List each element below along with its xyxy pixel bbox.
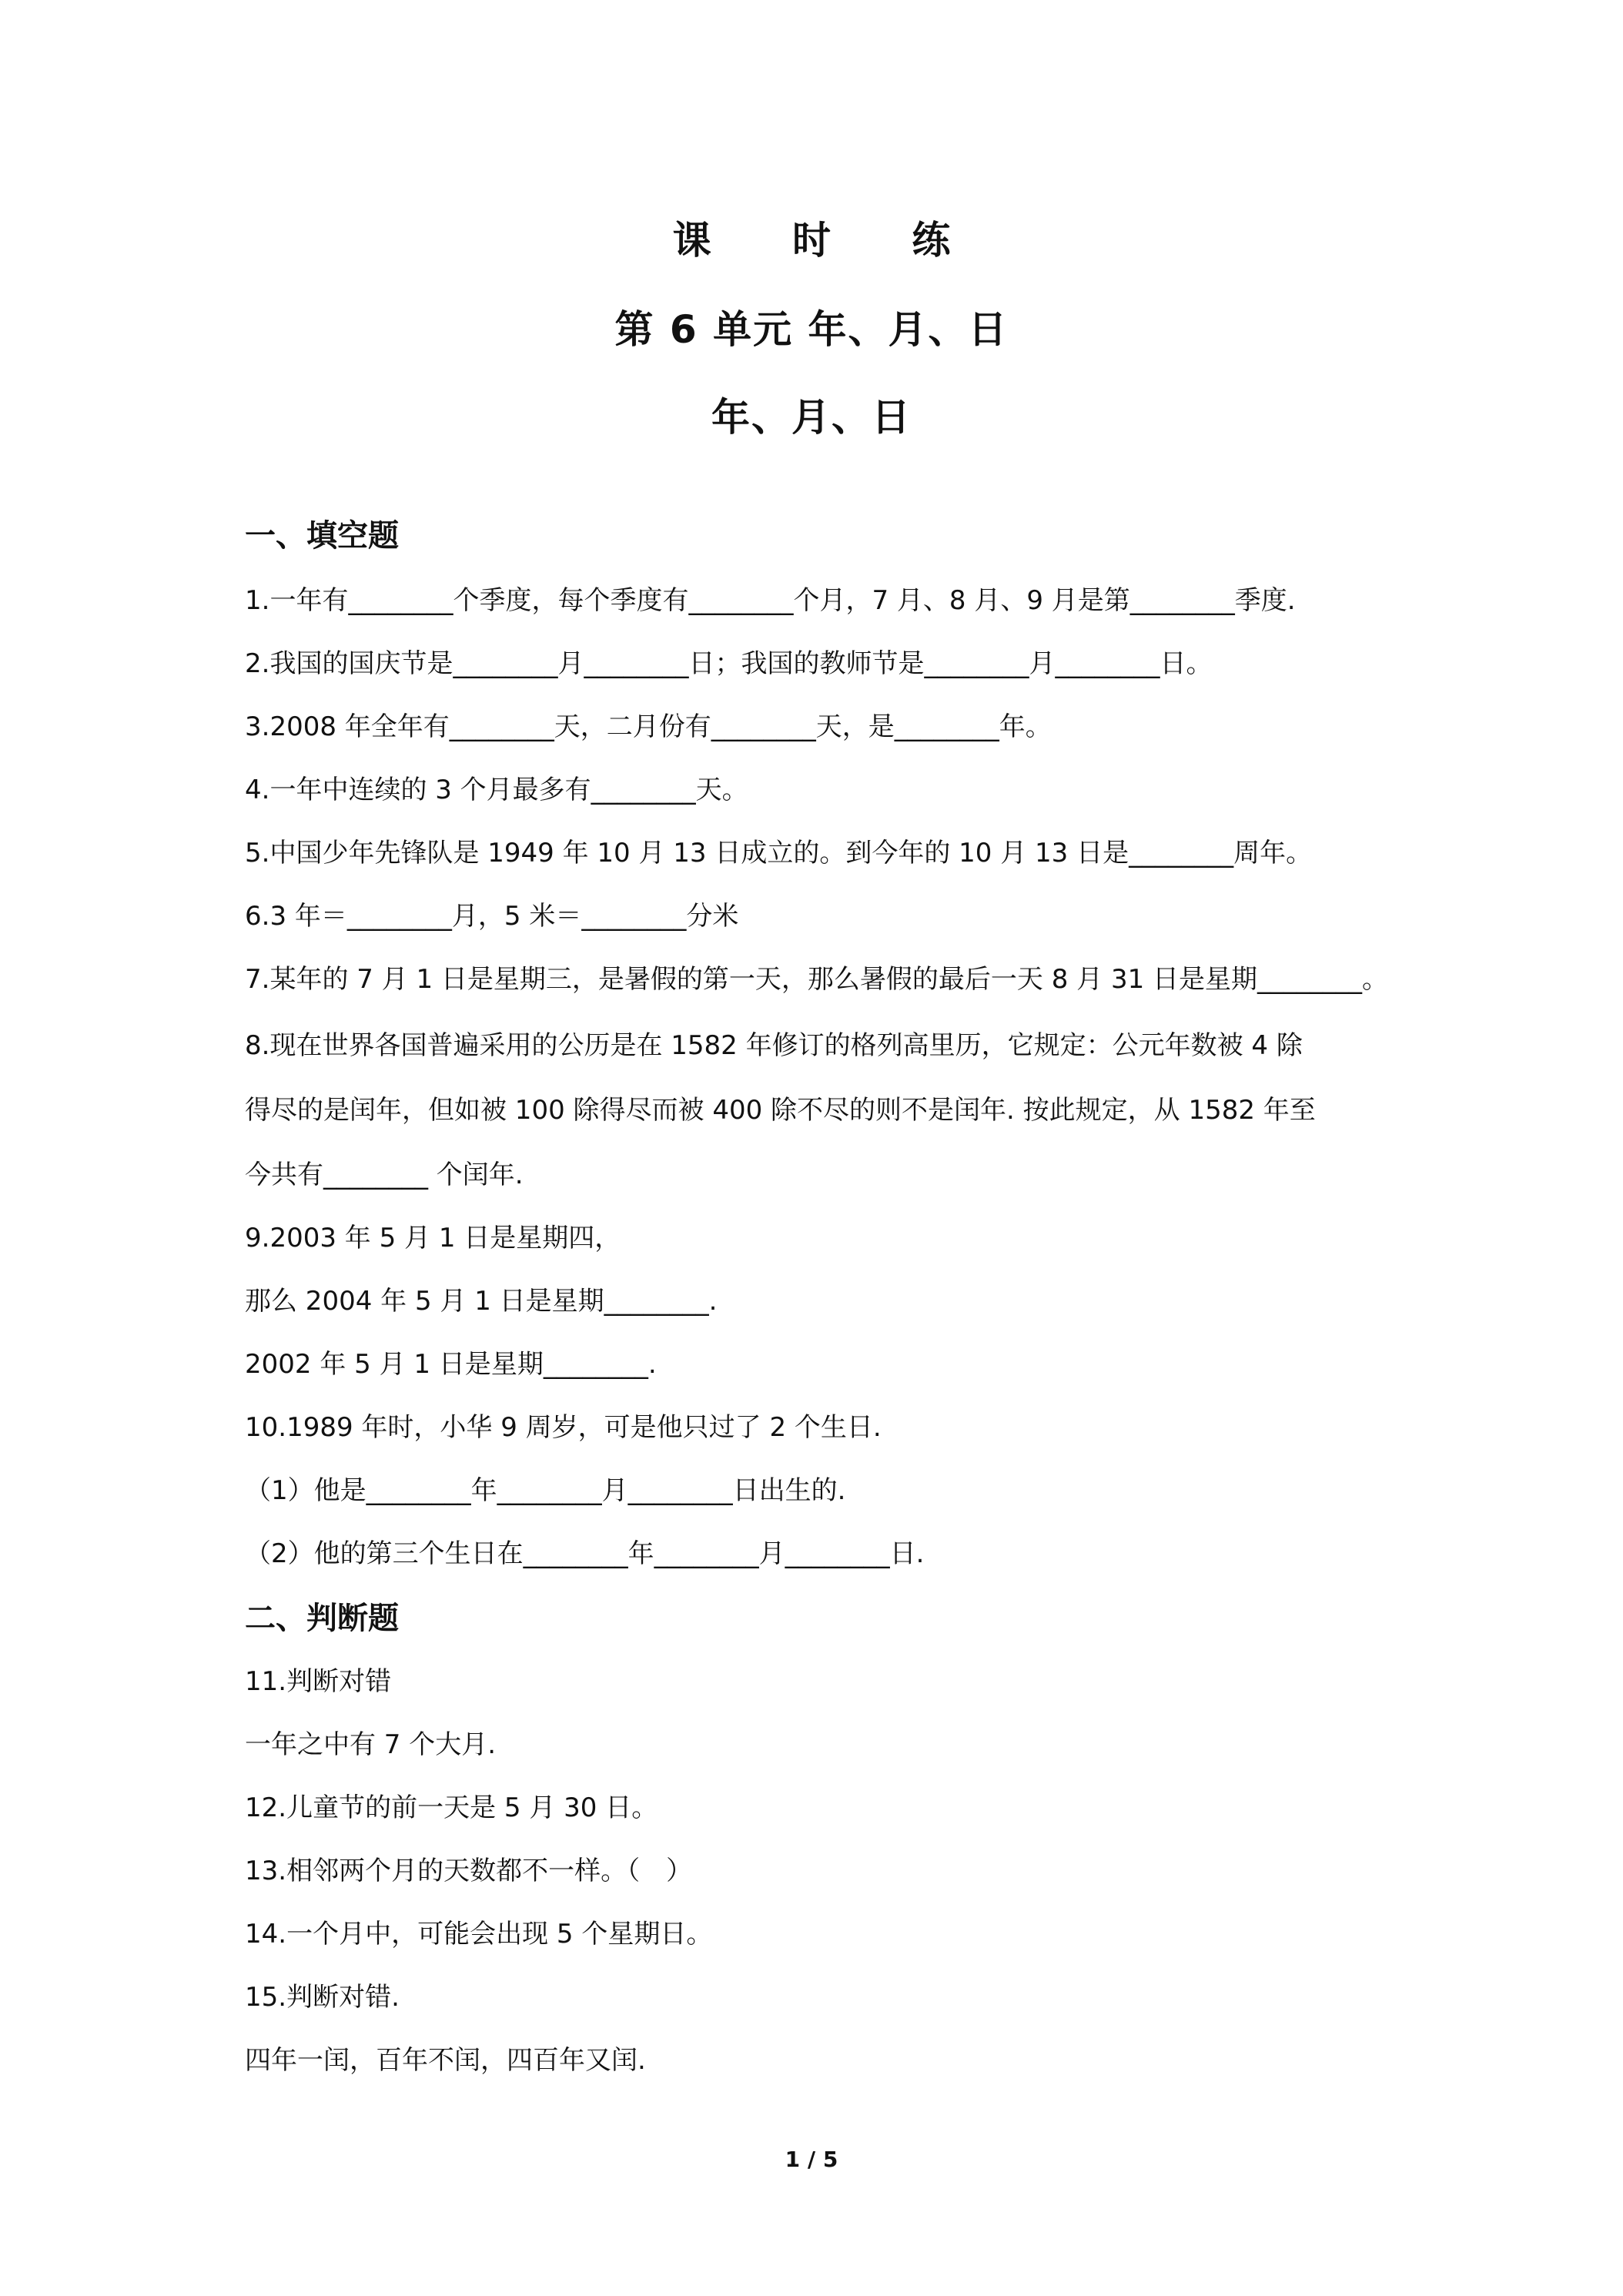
question-6: 6.3 年＝________月，5 米＝________分米 (245, 901, 739, 932)
question-11: 11.判断对错 (245, 1666, 392, 1697)
question-9-part-b: 2002 年 5 月 1 日是星期________. (245, 1349, 657, 1380)
question-11-statement: 一年之中有 7 个大月. (245, 1729, 497, 1760)
question-12: 12.儿童节的前一天是 5 月 30 日。 (245, 1792, 658, 1823)
question-15: 15.判断对错. (245, 1982, 400, 2013)
worksheet-title: 课 时 练 (672, 218, 985, 263)
question-15-statement: 四年一闰，百年不闰，四百年又闰. (245, 2045, 646, 2076)
question-5: 5.中国少年先锋队是 1949 年 10 月 13 日成立的。到今年的 10 月 13 日是________周年。 (245, 838, 1313, 869)
question-10: 10.1989 年时，小华 9 周岁，可是他只过了 2 个生日. (245, 1412, 882, 1443)
question-9: 9.2003 年 5 月 1 日是星期四， (245, 1223, 621, 1253)
question-13: 13.相邻两个月的天数都不一样。（ ） (245, 1856, 693, 1886)
section-heading-judge: 二、判断题 (245, 1601, 399, 1636)
unit-title: 第 6 单元 年、月、日 (614, 307, 1009, 352)
question-7: 7.某年的 7 月 1 日是星期三，是暑假的第一天，那么暑假的最后一天 8 月 31 日是星期________。 (245, 964, 1389, 995)
question-10-part-1: （1）他是________年________月________日出生的. (245, 1475, 846, 1506)
question-8-line-3: 今共有________ 个闰年. (245, 1160, 524, 1190)
question-4: 4.一年中连续的 3 个月最多有________天。 (245, 775, 748, 805)
question-1: 1.一年有________个季度，每个季度有________个月，7 月、8 月、9 月是第________季度. (245, 585, 1296, 616)
lesson-title: 年、月、日 (711, 395, 912, 440)
question-8-line-1: 8.现在世界各国普遍采用的公历是在 1582 年修订的格列高里历，它规定：公元年数被 4 除 (245, 1030, 1303, 1061)
question-10-part-2: （2）他的第三个生日在________年________月________日. (245, 1538, 925, 1569)
question-14: 14.一个月中，可能会出现 5 个星期日。 (245, 1919, 713, 1950)
page-number: 1 / 5 (785, 2147, 838, 2172)
question-3: 3.2008 年全年有________天，二月份有________天，是________年。 (245, 711, 1052, 742)
question-9-part-a: 那么 2004 年 5 月 1 日是星期________. (245, 1286, 718, 1317)
question-8-line-2: 得尽的是闰年，但如被 100 除得尽而被 400 除不尽的则不是闰年. 按此规定，从 1582 年至 (245, 1095, 1316, 1126)
section-heading-fill-blank: 一、填空题 (245, 518, 399, 554)
question-2: 2.我国的国庆节是________月________日；我国的教师节是________月________日。 (245, 648, 1213, 679)
